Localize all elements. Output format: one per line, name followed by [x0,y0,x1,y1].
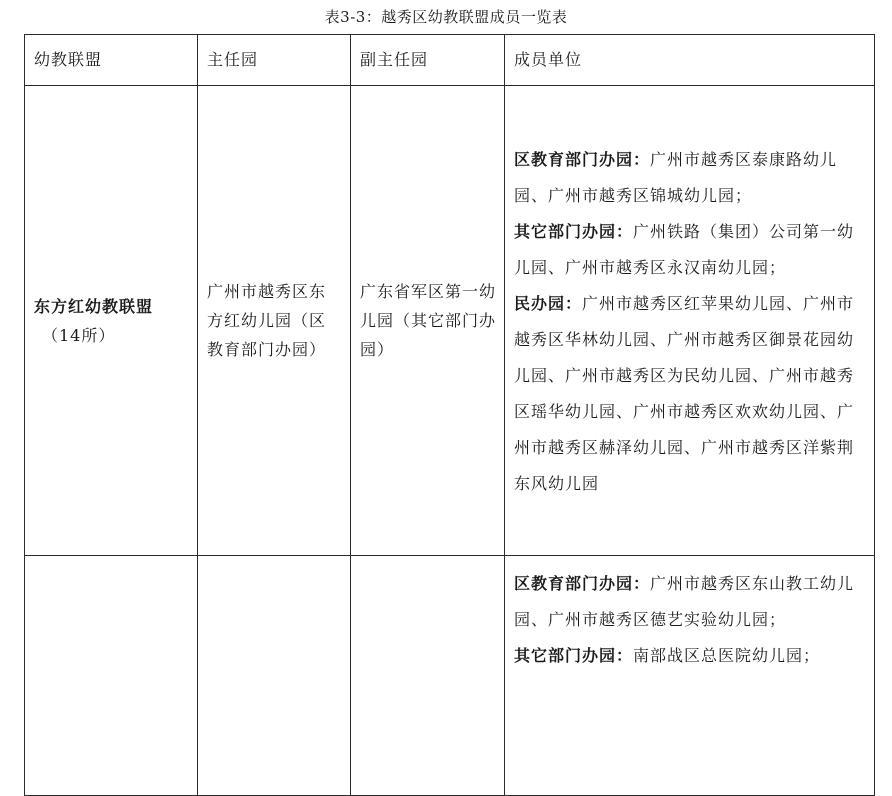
member-category: 其它部门办园： [514,221,634,241]
header-row [25,35,875,86]
alliance-cell [25,556,198,796]
header-vice-director: 副主任园 [351,35,505,86]
member-category: 民办园： [514,293,583,313]
table-row [25,86,875,556]
member-group [514,214,864,286]
vice-director-cell [351,556,505,796]
header-director: 主任园 [198,35,351,86]
vice-director-text: 广东省军区第一幼儿园（其它部门办园） [360,282,497,359]
alliance-table [24,34,875,796]
member-category: 区教育部门办园： [514,149,651,169]
members-cell [505,556,875,796]
member-text: 南部战区总医院幼儿园； [633,646,821,665]
director-text: 广州市越秀区东方红幼儿园（区教育部门办园） [207,282,327,359]
director-cell [198,86,351,556]
member-text: 广州市越秀区东山教工幼儿园、广州市越秀区德艺实验幼儿园； [514,574,855,629]
alliance-name: 东方红幼教联盟 [34,296,154,316]
header-members: 成员单位 [505,35,875,86]
member-category: 其它部门办园： [514,646,634,665]
member-group [514,142,864,214]
members-cell [505,86,875,556]
members-list [514,556,874,680]
member-category: 区教育部门办园： [514,574,651,593]
member-text: 广州市越秀区泰康路幼儿园、广州市越秀区锦城幼儿园； [514,149,838,205]
alliance-cell [25,86,198,556]
member-group [514,566,864,638]
member-group [514,286,864,502]
header-alliance: 幼教联盟 [25,35,198,86]
table-row [25,556,875,796]
member-group [514,638,864,674]
members-list [514,134,874,508]
alliance-count: （14所） [42,325,116,345]
table-caption: 表3-3：越秀区幼教联盟成员一览表 [324,8,568,26]
member-text: 广州市越秀区红苹果幼儿园、广州市越秀区华林幼儿园、广州市越秀区御景花园幼儿园、广州市越秀区为民幼儿园、广州市越秀区瑶华幼儿园、广州市越秀区欢欢幼儿园、广州市越秀区赫泽幼儿园、广州市越秀区洋紫荆东风幼儿园 [514,293,855,493]
member-text: 广州铁路（集团）公司第一幼儿园、广州市越秀区永汉南幼儿园； [514,221,855,277]
vice-director-cell [351,86,505,556]
director-cell [198,556,351,796]
